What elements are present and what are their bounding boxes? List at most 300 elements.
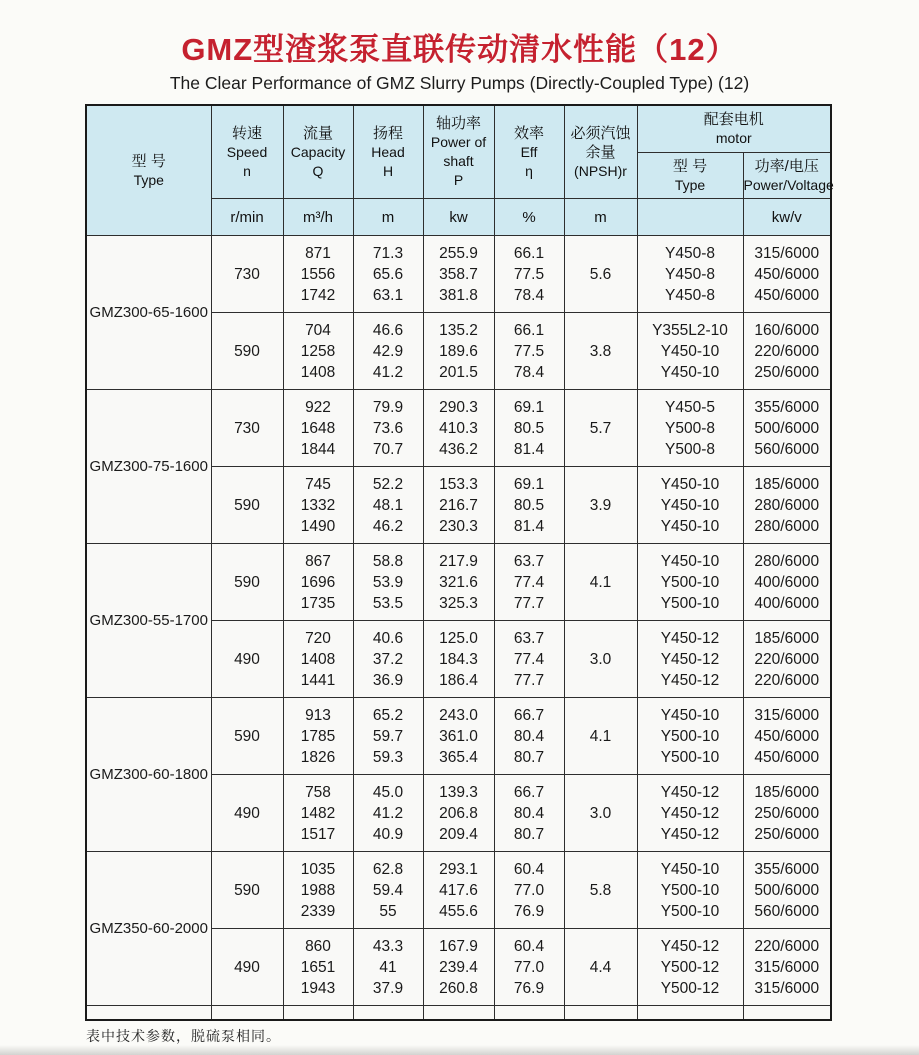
head-cell-line: 63.1: [372, 286, 404, 304]
unit-motor-power: kw/v: [743, 199, 831, 236]
eff-cell-line: 80.5: [513, 496, 545, 514]
eff-cell-line: 77.0: [513, 881, 545, 899]
shaft-power-cell-line: 217.9: [439, 552, 478, 570]
empty-cell: [353, 1006, 423, 1021]
capacity-cell-line: 867: [305, 552, 331, 570]
capacity-cell-line: 1517: [300, 825, 336, 843]
speed-cell: 590: [211, 544, 283, 621]
shaft-power-cell-line: 417.6: [439, 881, 478, 899]
head-cell-line: 52.2: [372, 475, 404, 493]
motor-type-cell-line: Y500-12: [660, 958, 720, 976]
motor-power-cell-line: 315/6000: [754, 706, 820, 724]
col-head-zh: 扬程: [372, 124, 403, 142]
capacity-cell-line: 720: [305, 629, 331, 647]
col-npsh: [564, 105, 637, 199]
motor-power-cell-line: 220/6000: [754, 650, 820, 668]
motor-power-cell-line: 315/6000: [754, 979, 820, 997]
head-cell: [353, 852, 423, 929]
capacity-cell-line: 1035: [300, 860, 336, 878]
motor-type-cell-line: Y500-8: [665, 419, 715, 437]
empty-cell: [283, 1006, 353, 1021]
motor-type-cell-line: Y500-10: [660, 573, 720, 591]
shaft-power-cell-line: 455.6: [439, 902, 478, 920]
col-speed: [211, 105, 283, 199]
capacity-cell-line: 922: [305, 398, 331, 416]
motor-power-cell: [743, 236, 831, 313]
shaft-power-cell: [423, 544, 494, 621]
motor-power-cell-line: 400/6000: [754, 573, 820, 591]
col-motor-power-zh: 功率/电压: [754, 157, 819, 175]
col-shaft-power-en: Power of shaft: [430, 134, 487, 169]
empty-cell: [637, 1006, 743, 1021]
col-eff-en: Eff: [520, 143, 538, 160]
motor-type-cell-line: Y500-8: [665, 440, 715, 458]
col-speed-zh: 转速: [231, 124, 262, 142]
motor-power-cell-line: 450/6000: [754, 265, 820, 283]
eff-cell: [494, 467, 564, 544]
shaft-power-cell-line: 381.8: [439, 286, 478, 304]
capacity-cell: [283, 544, 353, 621]
motor-power-cell: [743, 313, 831, 390]
capacity-cell-line: 1785: [300, 727, 336, 745]
eff-cell-line: 80.5: [513, 419, 545, 437]
capacity-cell-line: 1988: [300, 881, 336, 899]
eff-cell: [494, 852, 564, 929]
data-row: [86, 236, 831, 313]
motor-power-cell: [743, 621, 831, 698]
col-shaft-power-zh: 轴功率: [435, 115, 481, 132]
npsh-cell: 5.6: [564, 236, 637, 313]
shaft-power-cell: [423, 698, 494, 775]
motor-power-cell-line: 185/6000: [754, 475, 820, 493]
eff-cell-line: 77.4: [513, 650, 545, 668]
col-capacity-zh: 流量: [302, 124, 333, 142]
col-npsh-en: (NPSH)r: [574, 162, 627, 179]
capacity-cell-line: 1408: [300, 650, 336, 668]
npsh-cell: 4.4: [564, 929, 637, 1006]
capacity-cell: [283, 313, 353, 390]
performance-table: [85, 104, 832, 1021]
speed-cell: 590: [211, 467, 283, 544]
motor-type-cell-line: Y450-10: [660, 860, 720, 878]
shaft-power-cell-line: 153.3: [439, 475, 478, 493]
head-cell-line: 65.6: [372, 265, 404, 283]
eff-cell: [494, 698, 564, 775]
motor-power-cell-line: 400/6000: [754, 594, 820, 612]
motor-power-cell-line: 355/6000: [754, 860, 820, 878]
eff-cell-line: 66.1: [513, 321, 545, 339]
capacity-cell-line: 1490: [300, 517, 336, 535]
capacity-cell-line: 860: [305, 937, 331, 955]
head-cell-line: 65.2: [372, 706, 404, 724]
npsh-cell: 4.1: [564, 544, 637, 621]
shaft-power-cell-line: 216.7: [439, 496, 478, 514]
motor-type-cell: [637, 929, 743, 1006]
capacity-cell-line: 1441: [300, 671, 336, 689]
motor-type-cell-line: Y450-10: [660, 342, 720, 360]
eff-cell-line: 80.7: [513, 748, 545, 766]
motor-type-cell: [637, 775, 743, 852]
col-shaft-power-sym: P: [453, 172, 464, 188]
motor-type-cell-line: Y450-10: [660, 706, 720, 724]
head-cell: [353, 236, 423, 313]
empty-cell: [211, 1006, 283, 1021]
motor-power-cell: [743, 544, 831, 621]
head-cell-line: 46.6: [372, 321, 404, 339]
col-motor-zh: 配套电机: [703, 111, 764, 128]
speed-cell: 590: [211, 313, 283, 390]
shaft-power-cell: [423, 236, 494, 313]
npsh-cell: 5.7: [564, 390, 637, 467]
head-cell: [353, 467, 423, 544]
eff-cell-line: 80.7: [513, 825, 545, 843]
data-row: [86, 544, 831, 621]
capacity-cell: [283, 775, 353, 852]
head-cell-line: 37.2: [372, 650, 404, 668]
capacity-cell-line: 1482: [300, 804, 336, 822]
empty-cell: [743, 1006, 831, 1021]
motor-power-cell-line: 250/6000: [754, 825, 820, 843]
npsh-cell: 3.0: [564, 621, 637, 698]
eff-cell-line: 77.5: [513, 265, 545, 283]
motor-power-cell-line: 315/6000: [754, 958, 820, 976]
motor-power-cell-line: 220/6000: [754, 937, 820, 955]
col-speed-en: Speed: [226, 143, 268, 160]
head-cell-line: 37.9: [372, 979, 404, 997]
shaft-power-cell-line: 410.3: [439, 419, 478, 437]
col-shaft-power: [423, 105, 494, 199]
eff-cell-line: 77.5: [513, 342, 545, 360]
eff-cell-line: 63.7: [513, 552, 545, 570]
capacity-cell-line: 745: [305, 475, 331, 493]
motor-power-cell-line: 185/6000: [754, 783, 820, 801]
head-cell: [353, 544, 423, 621]
motor-type-cell-line: Y450-8: [665, 265, 715, 283]
motor-type-cell-line: Y355L2-10: [652, 321, 728, 339]
capacity-cell-line: 1742: [300, 286, 336, 304]
head-cell-line: 53.5: [372, 594, 404, 612]
shaft-power-cell-line: 201.5: [439, 363, 478, 381]
motor-power-cell-line: 280/6000: [754, 552, 820, 570]
motor-type-cell: [637, 390, 743, 467]
eff-cell-line: 81.4: [513, 517, 545, 535]
col-type: [86, 105, 211, 236]
motor-power-cell: [743, 775, 831, 852]
col-motor-power: [743, 153, 834, 199]
speed-cell: 490: [211, 621, 283, 698]
motor-type-cell-line: Y450-10: [660, 363, 720, 381]
head-cell: [353, 313, 423, 390]
head-cell-line: 71.3: [372, 244, 404, 262]
eff-cell-line: 60.4: [513, 860, 545, 878]
shaft-power-cell-line: 139.3: [439, 783, 478, 801]
col-head: [353, 105, 423, 199]
head-cell-line: 43.3: [372, 937, 404, 955]
head-cell-line: 59.7: [372, 727, 404, 745]
motor-type-cell-line: Y450-8: [665, 286, 715, 304]
shaft-power-cell-line: 125.0: [439, 629, 478, 647]
capacity-cell: [283, 852, 353, 929]
col-eff: [494, 105, 564, 199]
head-cell-line: 58.8: [372, 552, 404, 570]
shaft-power-cell-line: 239.4: [439, 958, 478, 976]
motor-type-cell-line: Y500-12: [660, 979, 720, 997]
head-cell-line: 41.2: [372, 363, 404, 381]
motor-power-cell-line: 450/6000: [754, 748, 820, 766]
model-cell: GMZ300-60-1800: [86, 698, 211, 852]
motor-power-cell-line: 355/6000: [754, 398, 820, 416]
eff-cell: [494, 775, 564, 852]
head-cell-line: 40.9: [372, 825, 404, 843]
motor-type-cell-line: Y500-10: [660, 727, 720, 745]
shaft-power-cell-line: 206.8: [439, 804, 478, 822]
shaft-power-cell-line: 167.9: [439, 937, 478, 955]
shaft-power-cell-line: 358.7: [439, 265, 478, 283]
head-cell-line: 48.1: [372, 496, 404, 514]
capacity-cell-line: 1735: [300, 594, 336, 612]
motor-power-cell: [743, 852, 831, 929]
eff-cell-line: 63.7: [513, 629, 545, 647]
shaft-power-cell-line: 230.3: [439, 517, 478, 535]
capacity-cell: [283, 236, 353, 313]
page-subtitle: The Clear Performance of GMZ Slurry Pumps (Directly-Coupled Type) (12): [169, 73, 750, 93]
unit-motor-type: [637, 199, 743, 236]
eff-cell-line: 78.4: [513, 363, 545, 381]
unit-speed: r/min: [211, 199, 283, 236]
unit-capacity: m³/h: [283, 199, 353, 236]
col-npsh-zh: 必须汽蚀余量: [570, 124, 631, 161]
motor-type-cell-line: Y450-10: [660, 517, 720, 535]
col-head-sym: H: [382, 162, 394, 179]
empty-cell: [86, 1006, 211, 1021]
shaft-power-cell: [423, 929, 494, 1006]
unit-eff: %: [494, 199, 564, 236]
eff-cell-line: 77.0: [513, 958, 545, 976]
shaft-power-cell-line: 260.8: [439, 979, 478, 997]
eff-cell-line: 66.7: [513, 706, 545, 724]
unit-shaft-power: kw: [423, 199, 494, 236]
speed-cell: 490: [211, 929, 283, 1006]
head-cell-line: 45.0: [372, 783, 404, 801]
col-type-en: Type: [133, 171, 164, 188]
npsh-cell: 5.8: [564, 852, 637, 929]
eff-cell: [494, 313, 564, 390]
capacity-cell-line: 1696: [300, 573, 336, 591]
head-cell-line: 73.6: [372, 419, 404, 437]
speed-cell: 590: [211, 698, 283, 775]
head-cell-line: 46.2: [372, 517, 404, 535]
motor-power-cell-line: 160/6000: [754, 321, 820, 339]
eff-cell-line: 77.7: [513, 594, 545, 612]
motor-power-cell-line: 220/6000: [754, 671, 820, 689]
motor-power-cell-line: 450/6000: [754, 727, 820, 745]
motor-power-cell-line: 315/6000: [754, 244, 820, 262]
col-capacity-en: Capacity: [290, 143, 346, 160]
eff-cell-line: 66.7: [513, 783, 545, 801]
motor-power-cell-line: 280/6000: [754, 496, 820, 514]
eff-cell-line: 76.9: [513, 979, 545, 997]
capacity-cell-line: 1332: [300, 496, 336, 514]
motor-type-cell-line: Y450-12: [660, 650, 720, 668]
capacity-cell-line: 1651: [300, 958, 336, 976]
motor-type-cell: [637, 467, 743, 544]
shaft-power-cell-line: 321.6: [439, 573, 478, 591]
col-motor-type-en: Type: [674, 176, 706, 193]
data-row: [86, 852, 831, 929]
motor-power-cell: [743, 390, 831, 467]
motor-type-cell-line: Y450-12: [660, 783, 720, 801]
head-cell: [353, 390, 423, 467]
shaft-power-cell: [423, 852, 494, 929]
eff-cell: [494, 544, 564, 621]
data-row: [86, 390, 831, 467]
capacity-cell: [283, 929, 353, 1006]
page-title: GMZ型渣浆泵直联传动清水性能（12）: [181, 32, 738, 67]
capacity-cell: [283, 621, 353, 698]
motor-type-cell-line: Y500-10: [660, 902, 720, 920]
motor-type-cell-line: Y500-10: [660, 881, 720, 899]
motor-power-cell-line: 500/6000: [754, 419, 820, 437]
shaft-power-cell: [423, 467, 494, 544]
capacity-cell-line: 913: [305, 706, 331, 724]
capacity-cell: [283, 390, 353, 467]
shaft-power-cell: [423, 313, 494, 390]
shaft-power-cell-line: 436.2: [439, 440, 478, 458]
col-motor-type-zh: 型 号: [672, 157, 708, 175]
motor-type-cell: [637, 852, 743, 929]
capacity-cell-line: 1648: [300, 419, 336, 437]
shaft-power-cell-line: 365.4: [439, 748, 478, 766]
motor-power-cell-line: 280/6000: [754, 517, 820, 535]
npsh-cell: 3.8: [564, 313, 637, 390]
col-head-en: Head: [371, 143, 405, 160]
eff-cell-line: 60.4: [513, 937, 545, 955]
footnote: 表中技术参数，脱硫泵相同。: [86, 1028, 281, 1044]
head-cell-line: 36.9: [372, 671, 404, 689]
col-capacity: [283, 105, 353, 199]
col-eff-zh: 效率: [513, 124, 544, 142]
motor-power-cell: [743, 929, 831, 1006]
motor-type-cell-line: Y450-12: [660, 804, 720, 822]
col-motor-power-en: Power/Voltage: [743, 176, 834, 193]
motor-type-cell: [637, 236, 743, 313]
head-cell: [353, 698, 423, 775]
motor-power-cell-line: 220/6000: [754, 342, 820, 360]
motor-power-cell-line: 500/6000: [754, 881, 820, 899]
col-capacity-sym: Q: [312, 162, 324, 179]
speed-cell: 490: [211, 775, 283, 852]
motor-power-cell-line: 450/6000: [754, 286, 820, 304]
head-cell-line: 79.9: [372, 398, 404, 416]
eff-cell-line: 66.1: [513, 244, 545, 262]
eff-cell: [494, 236, 564, 313]
shaft-power-cell-line: 184.3: [439, 650, 478, 668]
speed-cell: 730: [211, 236, 283, 313]
motor-type-cell-line: Y500-10: [660, 748, 720, 766]
head-cell: [353, 775, 423, 852]
speed-cell: 730: [211, 390, 283, 467]
model-cell: GMZ300-55-1700: [86, 544, 211, 698]
col-speed-sym: n: [243, 162, 251, 179]
head-cell-line: 55: [379, 902, 397, 920]
empty-cell: [494, 1006, 564, 1021]
col-motor-type: [637, 153, 743, 199]
shaft-power-cell-line: 186.4: [439, 671, 478, 689]
shaft-power-cell: [423, 390, 494, 467]
motor-power-cell: [743, 698, 831, 775]
data-row: [86, 698, 831, 775]
eff-cell-line: 69.1: [513, 398, 545, 416]
capacity-cell-line: 2339: [300, 902, 336, 920]
head-cell-line: 59.3: [372, 748, 404, 766]
shaft-power-cell-line: 209.4: [439, 825, 478, 843]
empty-cell: [564, 1006, 637, 1021]
npsh-cell: 4.1: [564, 698, 637, 775]
shaft-power-cell-line: 325.3: [439, 594, 478, 612]
col-eff-sym: η: [525, 162, 533, 179]
motor-type-cell: [637, 621, 743, 698]
head-cell-line: 70.7: [372, 440, 404, 458]
motor-type-cell-line: Y450-8: [665, 244, 715, 262]
eff-cell-line: 77.4: [513, 573, 545, 591]
eff-cell: [494, 621, 564, 698]
eff-cell-line: 77.7: [513, 671, 545, 689]
col-motor-en: motor: [715, 130, 752, 146]
motor-type-cell-line: Y500-10: [660, 594, 720, 612]
shaft-power-cell: [423, 621, 494, 698]
motor-type-cell-line: Y450-12: [660, 937, 720, 955]
head-cell-line: 42.9: [372, 342, 404, 360]
head-cell-line: 62.8: [372, 860, 404, 878]
capacity-cell: [283, 467, 353, 544]
motor-type-cell-line: Y450-10: [660, 552, 720, 570]
shaft-power-cell-line: 243.0: [439, 706, 478, 724]
empty-row: [86, 1006, 831, 1021]
shaft-power-cell-line: 290.3: [439, 398, 478, 416]
model-cell: GMZ350-60-2000: [86, 852, 211, 1006]
unit-head: m: [353, 199, 423, 236]
motor-type-cell: [637, 544, 743, 621]
head-cell-line: 41.2: [372, 804, 404, 822]
col-type-zh: 型 号: [131, 152, 166, 170]
shaft-power-cell-line: 255.9: [439, 244, 478, 262]
motor-type-cell-line: Y450-10: [660, 475, 720, 493]
unit-npsh: m: [564, 199, 637, 236]
motor-type-cell-line: Y450-12: [660, 671, 720, 689]
model-cell: GMZ300-75-1600: [86, 390, 211, 544]
capacity-cell-line: 1556: [300, 265, 336, 283]
head-cell-line: 59.4: [372, 881, 404, 899]
motor-power-cell-line: 560/6000: [754, 440, 820, 458]
eff-cell-line: 80.4: [513, 727, 545, 745]
npsh-cell: 3.9: [564, 467, 637, 544]
empty-cell: [423, 1006, 494, 1021]
motor-power-cell: [743, 467, 831, 544]
motor-type-cell-line: Y450-5: [665, 398, 715, 416]
capacity-cell-line: 1826: [300, 748, 336, 766]
motor-power-cell-line: 250/6000: [754, 804, 820, 822]
col-motor-group: [637, 105, 831, 153]
capacity-cell-line: 1943: [300, 979, 336, 997]
shaft-power-cell-line: 293.1: [439, 860, 478, 878]
capacity-cell-line: 704: [305, 321, 331, 339]
capacity-cell-line: 1408: [300, 363, 336, 381]
shaft-power-cell-line: 189.6: [439, 342, 478, 360]
eff-cell-line: 76.9: [513, 902, 545, 920]
npsh-cell: 3.0: [564, 775, 637, 852]
eff-cell-line: 78.4: [513, 286, 545, 304]
capacity-cell-line: 1844: [300, 440, 336, 458]
